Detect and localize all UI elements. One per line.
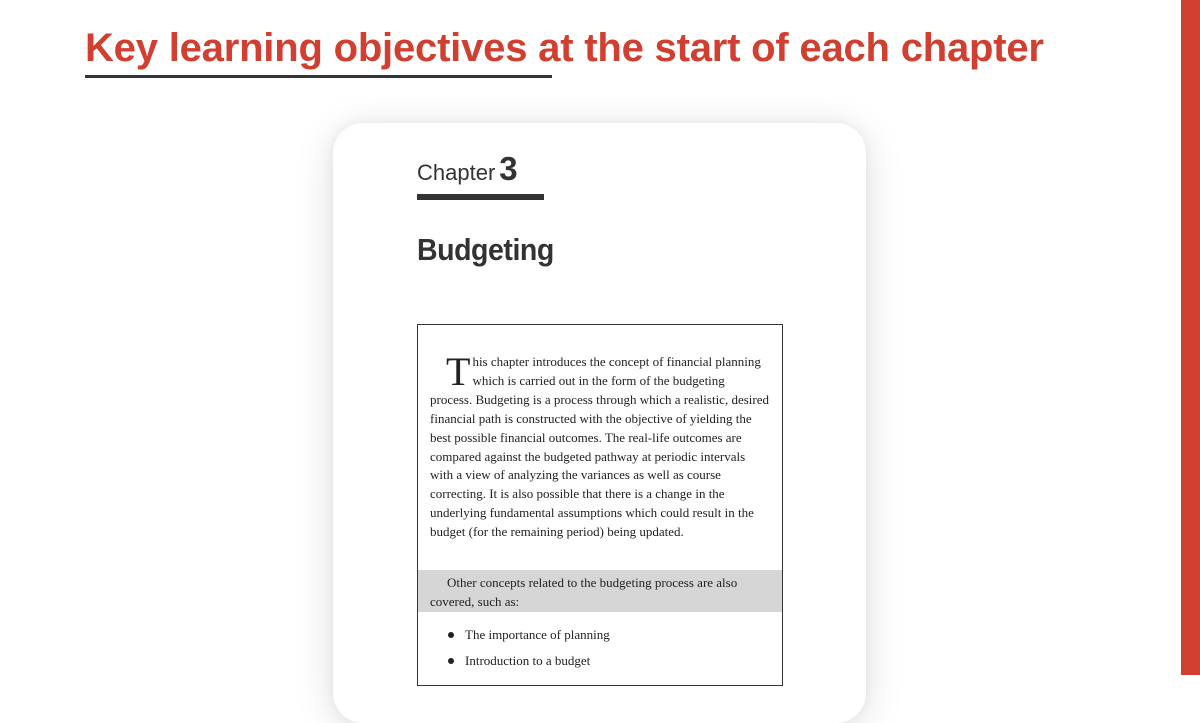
chapter-heading bbox=[417, 150, 518, 188]
chapter-rule bbox=[417, 194, 544, 200]
headline-underline bbox=[85, 75, 552, 78]
list-item-label: Introduction to a budget bbox=[465, 653, 591, 668]
other-concepts-band bbox=[418, 570, 782, 612]
list-item bbox=[448, 648, 610, 674]
bullet-icon bbox=[448, 632, 454, 638]
list-item bbox=[448, 622, 610, 648]
concepts-list bbox=[448, 622, 610, 674]
intro-paragraph bbox=[430, 349, 770, 542]
chapter-title: Budgeting bbox=[417, 232, 554, 267]
chapter-label: Chapter bbox=[417, 160, 496, 185]
chapter-number: 3 bbox=[499, 150, 518, 187]
intro-text: his chapter introduces the concept of financial planning which is carried out in the form of the budgeting process. Budgeting is a process through which a realistic, desired financial path is constructed with the objective of yielding the best possible financial outcomes. The real-life outcomes are compared against the budgeted pathway at periodic intervals with a view of analyzing the variances as well as course correcting. It is also possible that there is a change in the underlying fundamental assumptions which could result in the budget (for the remaining period) being updated. bbox=[430, 354, 769, 540]
bullet-icon bbox=[448, 658, 454, 664]
other-concepts-text: Other concepts related to the budgeting process are also covered, such as: bbox=[430, 575, 738, 609]
list-item-label: The importance of planning bbox=[465, 627, 610, 642]
learning-objectives-box bbox=[417, 324, 783, 686]
slide-headline: Key learning objectives at the start of each chapter bbox=[85, 26, 1044, 70]
accent-side-bar bbox=[1181, 0, 1200, 675]
drop-cap: T bbox=[446, 349, 471, 394]
